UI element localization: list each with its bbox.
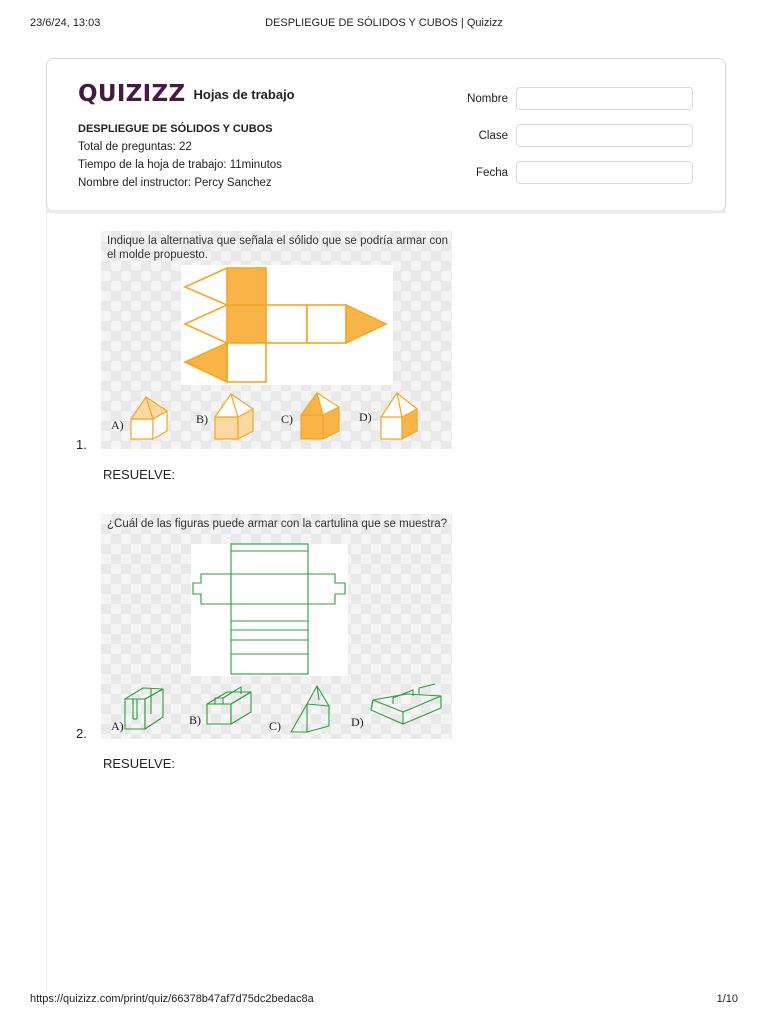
print-footer [30,993,738,1007]
page-number: 1/10 [716,993,738,1005]
print-datetime: 23/6/24, 13:03 [30,17,101,29]
q1-option-c-solid [301,393,339,439]
name-input[interactable] [516,87,693,110]
question-1-figure [101,231,452,449]
name-field [448,87,693,110]
worksheet-title: DESPLIEGUE DE SÓLIDOS Y CUBOS [78,123,273,135]
worksheet-time: Tiempo de la hoja de trabajo: 11minutos [78,159,282,171]
name-label: Nombre [467,92,508,105]
q1-option-d-label: D) [359,410,372,424]
print-url: https://quizizz.com/print/quiz/66378b47af7d75dc2bedac8a [30,993,314,1005]
q1-option-c-label: C) [281,412,293,426]
q2-option-d-label: D) [351,715,364,729]
page-rail [46,212,47,992]
date-label: Fecha [476,166,508,179]
logo-wordmark: QUIZIZZ [78,81,186,107]
question-1-number: 1. [76,437,87,452]
logo-subtitle: Hojas de trabajo [193,86,295,102]
question-2-image [101,514,452,739]
date-input[interactable] [516,161,693,184]
question-2-answer-label: RESUELVE: [103,756,176,771]
question-1-prompt: Indique la alternativa que señala el sólido que se podría armar con el molde propuesto. [107,235,448,261]
question-1-answer-label: RESUELVE: [103,467,176,482]
card-divider [46,210,726,213]
question-2-number: 2. [76,726,87,741]
q1-option-b-label: B) [196,412,208,426]
q1-option-a-label: A) [111,418,124,432]
print-header [30,17,738,31]
q2-option-a-label: A) [111,719,124,733]
worksheet-header-card [46,58,726,212]
worksheet-info [78,120,282,192]
q1-option-b-solid [215,394,253,439]
print-title: DESPLIEGUE DE SÓLIDOS Y CUBOS | Quizizz [265,17,503,29]
q2-option-c-label: C) [269,719,281,733]
question-2-prompt: ¿Cuál de las figuras puede armar con la cartulina que se muestra? [107,518,448,530]
class-field [448,124,693,147]
q2-option-a-solid [125,688,163,729]
q2-option-b-label: B) [189,713,201,727]
quizizz-logo [78,81,295,107]
question-1-image [101,231,452,449]
date-field [448,161,693,184]
question-2-figure [101,514,452,739]
class-label: Clase [478,129,508,142]
q1-option-d-solid [381,393,417,439]
q1-option-a-solid [131,397,167,439]
q2-option-c-solid [291,686,329,732]
q2-option-b-solid [207,687,251,724]
class-input[interactable] [516,124,693,147]
total-questions: Total de preguntas: 22 [78,141,192,153]
instructor-name: Nombre del instructor: Percy Sanchez [78,177,272,189]
q2-option-d-solid [371,684,441,724]
